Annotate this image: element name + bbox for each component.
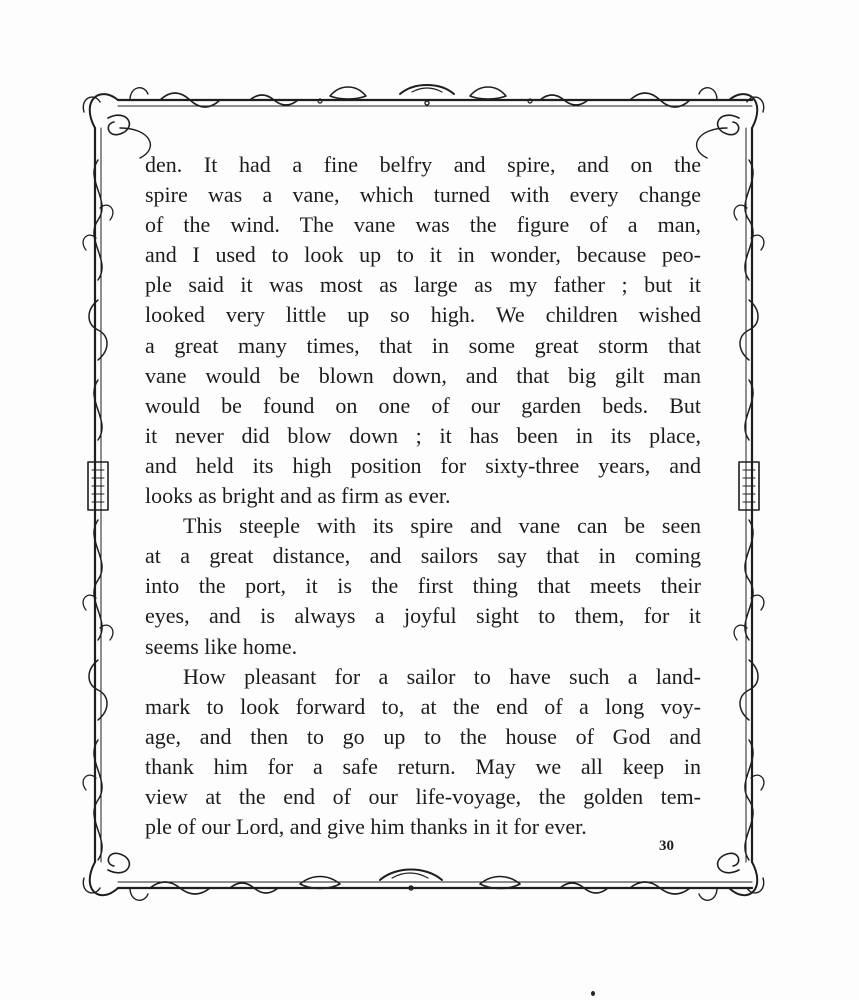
ink-speck [591, 991, 595, 996]
text-line: of the wind. The vane was the figure of a man, [145, 212, 701, 238]
text-line: into the port, it is the first thing that meets their [145, 573, 701, 599]
paragraph [145, 662, 701, 843]
text-line: and held its high position for sixty-three years, and [145, 452, 701, 478]
text-line: seems like home. [145, 633, 298, 659]
text-line: age, and then to go up to the house of God and [145, 723, 701, 749]
text-line: would be found on one of our garden beds. But [145, 392, 701, 418]
text-line: How pleasant for a sailor to have such a land- [183, 663, 701, 689]
text-line: thank him for a safe return. May we all keep in [145, 753, 701, 779]
text-line: looked very little up so high. We children wished [145, 302, 701, 328]
page-number: 30 [659, 838, 674, 854]
paragraph [145, 511, 701, 661]
text-line: a great many times, that in some great storm that [145, 332, 701, 358]
text-line: den. It had a fine belfry and spire, and on the [145, 152, 701, 177]
text-line: eyes, and is always a joyful sight to them, for it [145, 603, 701, 629]
text-line: and I used to look up to it in wonder, because peo- [145, 242, 701, 268]
text-line: spire was a vane, which turned with every change [145, 182, 701, 208]
text-line: view at the end of our life-voyage, the golden tem- [145, 783, 701, 809]
text-line: looks as bright and as firm as ever. [145, 483, 451, 509]
text-line: at a great distance, and sailors say that in coming [145, 543, 701, 569]
text-line: vane would be blown down, and that big gilt man [145, 362, 701, 388]
body-text [145, 150, 701, 842]
text-line: This steeple with its spire and vane can be seen [183, 513, 701, 539]
text-line: mark to look forward to, at the end of a long voy- [145, 693, 701, 719]
text-line: ple said it was most as large as my father ; but it [145, 272, 701, 298]
paragraph [145, 150, 701, 511]
text-line: ple of our Lord, and give him thanks in it for ever. [145, 814, 587, 840]
text-line: it never did blow down ; it has been in its place, [145, 422, 701, 448]
